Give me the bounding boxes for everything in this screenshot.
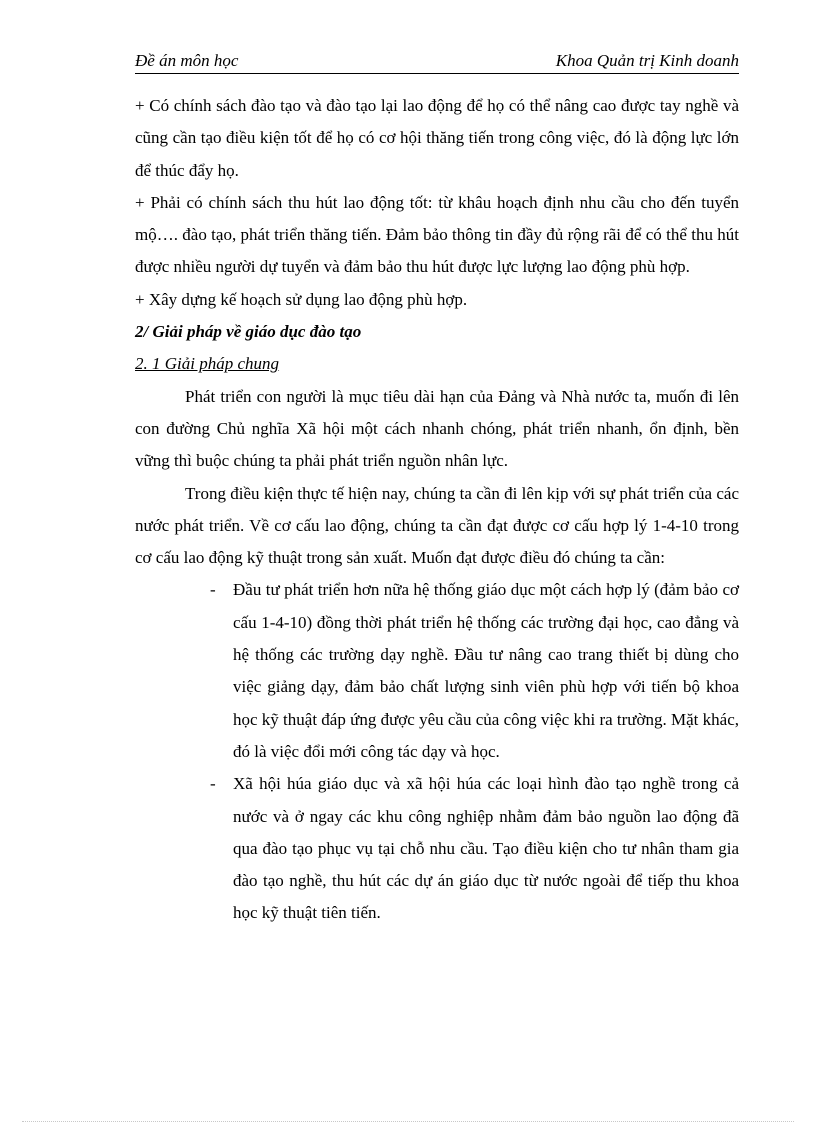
- list-item: [135, 768, 739, 929]
- solution-list: [135, 574, 739, 929]
- header-divider: [135, 73, 739, 74]
- paragraph-human-development: Phát triển con người là mục tiêu dài hạn của Đảng và Nhà nước ta, muốn đi lên con đường Chủ nghĩa Xã hội một cách nhanh chóng, phát triển nhanh, ổn định, bền vững thì buộc chúng ta phải phát triển nguồn nhân lực.: [135, 386, 739, 471]
- paragraph-labor-structure: Trong điều kiện thực tế hiện nay, chúng ta cần đi lên kịp với sự phát triển của các nước phát triển. Về cơ cấu lao động, chúng ta cần đạt được cơ cấu hợp lý 1-4-10 trong cơ cấu lao động kỹ thuật trong sản xuất. Muốn đạt được điều đó chúng ta cần:: [135, 483, 739, 568]
- document-body: [135, 90, 739, 930]
- page-header: [135, 50, 739, 72]
- bullet-dash: -: [210, 774, 216, 794]
- bullet-dash: -: [210, 580, 216, 600]
- list-item-text: Xã hội húa giáo dục và xã hội húa các loại hình đào tạo nghề trong cả nước và ở ngay các khu công nghiệp nhằm đảm bảo nguồn lao động đã qua đào tạo phục vụ tại chỗ nhu cầu. Tạo điều kiện cho tư nhân tham gia đào tạo nghề, thu hút các dự án giáo dục từ nước ngoài để tiếp thu khoa học kỹ thuật tiên tiến.: [233, 774, 739, 923]
- paragraph-labor-plan: + Xây dựng kế hoạch sử dụng lao động phù hợp.: [135, 289, 468, 309]
- section-heading: 2/ Giải pháp về giáo dục đào tạo: [135, 322, 362, 342]
- subsection-heading: 2. 1 Giải pháp chung: [135, 354, 280, 374]
- list-item-text: Đầu tư phát triển hơn nữa hệ thống giáo dục một cách hợp lý (đảm bảo cơ cấu 1-4-10) đồng thời phát triển hệ thống các trường đại học, cao đẳng và hệ thống các trường dạy nghề. Đầu tư nâng cao trang thiết bị dùng cho việc giảng dạy, đảm bảo chất lượng sinh viên phù hợp với tiến bộ khoa học kỹ thuật đáp ứng được yêu cầu của công việc khi ra trường. Mặt khác, đó là việc đổi mới công tác dạy và học.: [233, 580, 739, 761]
- header-course-title: Đề án môn học: [135, 51, 239, 70]
- header-faculty: Khoa Quản trị Kinh doanh: [555, 51, 739, 70]
- paragraph-training-policy: + Có chính sách đào tạo và đào tạo lại lao động để họ có thể nâng cao được tay nghề và cũng cần tạo điều kiện tốt để họ có cơ hội thăng tiến trong công việc, đó là động lực lớn để thúc đẩy họ.: [135, 96, 739, 180]
- list-item: [135, 574, 739, 768]
- page-bottom-edge: [22, 1121, 794, 1122]
- paragraph-recruitment-policy: + Phải có chính sách thu hút lao động tốt: từ khâu hoạch định nhu cầu cho đến tuyển mộ…. đào tạo, phát triển thăng tiến. Đảm bảo thông tin đầy đủ rộng rãi để có thể thu hút được nhiều người dự tuyển và đảm bảo thu hút được lực lượng lao động phù hợp.: [135, 192, 739, 277]
